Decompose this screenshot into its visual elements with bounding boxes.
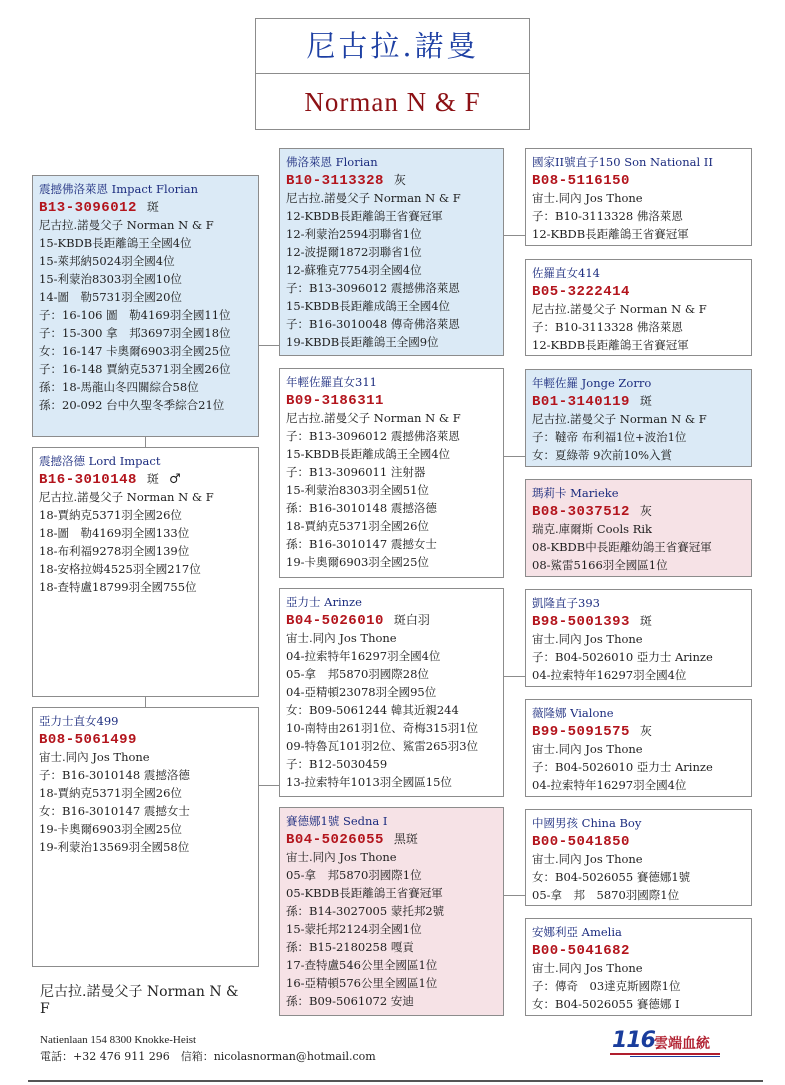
pigeon-name: 震撼佛洛萊恩 Impact Florian (39, 182, 199, 196)
pigeon-name: 薇隆娜 Vialone (532, 706, 614, 720)
pedigree-box-subject (32, 447, 259, 697)
info-line: 13-拉索特年1013羽全國區15位 (286, 775, 452, 789)
info-line: 04-拉索特年16297羽全國4位 (532, 778, 687, 792)
info-line: 18-查特盧18799羽全國755位 (39, 580, 197, 594)
feather-color: 斑 (146, 472, 159, 486)
ring-line (532, 832, 745, 850)
pedigree-box-dsd (525, 699, 752, 797)
info-line: 05-拿 邦5870羽國際1位 (286, 868, 422, 882)
ring-number: B13-3096012 (39, 200, 137, 216)
info-line: 18-賈納克5371羽全國26位 (39, 508, 182, 522)
info-line: 15-KBDB長距離鴿王全國4位 (39, 236, 192, 250)
info-line: 18-賈納克5371羽全國26位 (39, 786, 182, 800)
info-line: 子：B16-3010148 震撼洛德 (39, 768, 190, 782)
info-line: 05-拿 邦5870羽國際28位 (286, 667, 429, 681)
ring-line (286, 611, 497, 629)
ring-line (39, 730, 252, 748)
pigeon-name: 亞力士直女499 (39, 714, 119, 728)
info-line: 04-拉索特年16297羽全國4位 (286, 649, 441, 663)
ring-number: B08-3037512 (532, 504, 630, 520)
info-line: 宙士.同內 Jos Thone (286, 850, 397, 864)
info-line: 子：B10-3113328 佛洛萊恩 (532, 209, 683, 223)
connector-subject-dam (145, 697, 146, 707)
info-line: 09-特魯瓦101羽2位、鯊雷265羽3位 (286, 739, 479, 753)
ring-number: B98-5001393 (532, 614, 630, 630)
pigeon-name: 凱隆直子393 (532, 596, 600, 610)
info-line: 尼古拉.諾曼父子 Norman N & F (286, 411, 461, 425)
info-line: 子：B13-3096011 注射器 (286, 465, 426, 479)
ring-line (532, 171, 745, 189)
info-line: 女：B16-3010147 震撼女士 (39, 804, 190, 818)
ring-number: B08-5061499 (39, 732, 137, 748)
pigeon-name: 佛洛萊恩 Florian (286, 155, 378, 169)
male-sex-icon: ♂ (168, 472, 181, 487)
info-line: 18-賈納克5371羽全國26位 (286, 519, 429, 533)
pedigree-box-dds (525, 809, 752, 906)
info-line: 18-安格拉姆4525羽全國217位 (39, 562, 201, 576)
pedigree-box-dss (525, 589, 752, 687)
info-line: 尼古拉.諾曼父子 Norman N & F (286, 191, 461, 205)
info-line: 15-蒙托邦2124羽全國1位 (286, 922, 422, 936)
info-line: 19-卡奧爾6903羽全國25位 (286, 555, 429, 569)
logo-underline (610, 1053, 720, 1055)
info-line: 18-圖 勒4169羽全國133位 (39, 526, 190, 540)
ring-line (286, 171, 497, 189)
info-line: 孫：B14-3027005 蒙托邦2號 (286, 904, 445, 918)
info-line: 05-KBDB長距離鴿王省賽冠軍 (286, 886, 443, 900)
ring-line (532, 392, 745, 410)
ring-number: B10-3113328 (286, 173, 384, 189)
pedigree-box-ssd (525, 259, 752, 356)
pigeon-name: 中國男孩 China Boy (532, 816, 642, 830)
info-line: 子：傳奇 03達克斯國際1位 (532, 979, 681, 993)
ring-line (532, 722, 745, 740)
info-line: 宙士.同內 Jos Thone (532, 632, 643, 646)
info-line: 15-利蒙治8303羽全國10位 (39, 272, 182, 286)
info-line: 04-拉索特年16297羽全國4位 (532, 668, 687, 682)
pigeon-name: 賽德娜1號 Sedna I (286, 814, 388, 828)
ring-line (286, 391, 497, 409)
info-line: 孫：B16-3010147 震撼女士 (286, 537, 437, 551)
info-line: 子：B16-3010048 傳奇佛洛萊恩 (286, 317, 460, 331)
info-line: 子：B13-3096012 震撼佛洛萊恩 (286, 429, 460, 443)
info-line: 19-卡奧爾6903羽全國25位 (39, 822, 182, 836)
info-line: 孫：B15-2180258 嘎貢 (286, 940, 414, 954)
pigeon-name: 佐羅直女414 (532, 266, 600, 280)
pedigree-box-dam-dam (279, 807, 504, 1016)
info-line: 子：B04-5026010 亞力士 Arinze (532, 760, 713, 774)
ring-number: B04-5026055 (286, 832, 384, 848)
logo-number: 116 (612, 1028, 655, 1053)
info-line: 子：16-148 賈納克5371羽全國26位 (39, 362, 231, 376)
owner-contact: 電話：+32 476 911 296 信箱：nicolasnorman@hotmail.com (40, 1050, 376, 1063)
feather-color: 斑白羽 (393, 613, 430, 627)
pedigree-box-sds (525, 369, 752, 467)
ring-line (39, 470, 252, 488)
ring-number: B01-3140119 (532, 394, 630, 410)
ring-number: B00-5041850 (532, 834, 630, 850)
info-line: 04-亞精頓23078羽全國95位 (286, 685, 437, 699)
connector-ss-parents (504, 235, 525, 236)
info-line: 15-利蒙治8303羽全國51位 (286, 483, 429, 497)
feather-color: 斑 (639, 394, 652, 408)
info-line: 12-KBDB長距離鴿王省賽冠軍 (532, 227, 689, 241)
info-line: 08-KBDB中長距離幼鴿王省賽冠軍 (532, 540, 712, 554)
pigeon-name: 震撼洛德 Lord Impact (39, 454, 161, 468)
header-title-english: Norman N & F (304, 87, 481, 117)
pedigree-box-sss (525, 148, 752, 246)
ring-line (532, 612, 745, 630)
ring-number: B99-5091575 (532, 724, 630, 740)
pedigree-box-dam (32, 707, 259, 967)
info-line: 女：16-147 卡奧爾6903羽全國25位 (39, 344, 231, 358)
info-line: 宙士.同內 Jos Thone (532, 191, 643, 205)
pedigree-box-dam-sire (279, 588, 504, 797)
info-line: 子：16-106 圖 勒4169羽全國11位 (39, 308, 231, 322)
info-line: 尼古拉.諾曼父子 Norman N & F (532, 302, 707, 316)
pigeon-name: 瑪莉卡 Marieke (532, 486, 619, 500)
info-line: 尼古拉.諾曼父子 Norman N & F (39, 218, 214, 232)
info-line: 子：B12-5030459 (286, 757, 388, 771)
ring-line (39, 198, 252, 216)
info-line: 宙士.同內 Jos Thone (532, 742, 643, 756)
logo-underline-accent (630, 1056, 720, 1057)
info-line: 12-利蒙治2594羽聯省1位 (286, 227, 422, 241)
footer-divider (28, 1080, 763, 1082)
info-line: 15-萊邦納5024羽全國4位 (39, 254, 175, 268)
ring-number: B05-3222414 (532, 284, 630, 300)
info-line: 子：15-300 拿 邦3697羽全國18位 (39, 326, 231, 340)
connector-dam-parents (259, 785, 279, 786)
info-line: 宙士.同內 Jos Thone (532, 961, 643, 975)
info-line: 19-KBDB長距離鴿王全國9位 (286, 335, 439, 349)
info-line: 孫：B16-3010148 震撼洛德 (286, 501, 437, 515)
info-line: 女：夏綠蒂 9次前10%入賞 (532, 448, 673, 462)
feather-color: 灰 (639, 724, 652, 738)
pedigree-box-sire-dam (279, 368, 504, 578)
info-line: 14-圖 勒5731羽全國20位 (39, 290, 182, 304)
pigeon-name: 安娜利亞 Amelia (532, 925, 622, 939)
info-line: 女：B04-5026055 賽德娜 I (532, 997, 680, 1011)
info-line: 尼古拉.諾曼父子 Norman N & F (532, 412, 707, 426)
info-line: 19-利蒙治13569羽全國58位 (39, 840, 190, 854)
info-line: 15-KBDB長距離成鴿王全國4位 (286, 447, 451, 461)
header-title-chinese: 尼古拉.諾曼 (256, 19, 529, 74)
info-line: 女：B04-5026055 賽德娜1號 (532, 870, 691, 884)
ring-line (286, 830, 497, 848)
ring-line (532, 282, 745, 300)
pedigree-box-sire-sire (279, 148, 504, 356)
info-line: 12-KBDB長距離鴿王省賽冠軍 (286, 209, 443, 223)
ring-number: B00-5041682 (532, 943, 630, 959)
feather-color: 黑斑 (393, 832, 418, 846)
info-line: 子：B10-3113328 佛洛萊恩 (532, 320, 683, 334)
pedigree-box-sdd (525, 479, 752, 577)
feather-color: 斑 (146, 200, 159, 214)
ring-line (532, 502, 745, 520)
pigeon-name: 年輕佐羅 Jonge Zorro (532, 376, 652, 390)
info-line: 尼古拉.諾曼父子 Norman N & F (39, 490, 214, 504)
info-line: 孫：20-092 台中久聖冬季綜合21位 (39, 398, 225, 412)
pedigree-header (255, 18, 530, 130)
info-line: 女：B09-5061244 韓其近親244 (286, 703, 459, 717)
info-line: 12-波提爾1872羽聯省1位 (286, 245, 422, 259)
info-line: 08-鯊雷5166羽全國區1位 (532, 558, 668, 572)
pigeon-name: 亞力士 Arinze (286, 595, 362, 609)
info-line: 15-KBDB長距離成鴿王全國4位 (286, 299, 451, 313)
connector-subject-sire (145, 437, 146, 447)
info-line: 17-查特盧546公里全國區1位 (286, 958, 438, 972)
ring-line (532, 941, 745, 959)
logo-text: 雲端血統 (654, 1036, 710, 1052)
feather-color: 斑 (639, 614, 652, 628)
pigeon-name: 國家II號直子150 Son National II (532, 155, 713, 169)
ring-number: B04-5026010 (286, 613, 384, 629)
info-line: 05-拿 邦 5870羽國際1位 (532, 888, 680, 902)
info-line: 宙士.同內 Jos Thone (286, 631, 397, 645)
info-line: 孫：18-馬龍山冬四關綜合58位 (39, 380, 199, 394)
info-line: 18-布利福9278羽全國139位 (39, 544, 190, 558)
info-line: 宙士.同內 Jos Thone (39, 750, 150, 764)
owner-name: 尼古拉.諾曼父子 Norman N & F (40, 984, 239, 1017)
info-line: 子：B04-5026010 亞力士 Arinze (532, 650, 713, 664)
owner-address: Natienlaan 154 8300 Knokke-Heist (40, 1034, 197, 1046)
info-line: 子：韃帝 布利福1位+波治1位 (532, 430, 687, 444)
info-line: 16-亞精頓576公里全國區1位 (286, 976, 438, 990)
ring-number: B08-5116150 (532, 173, 630, 189)
pedigree-box-ddd (525, 918, 752, 1016)
connector-ds-parents (504, 676, 525, 677)
connector-dd-parents (504, 895, 525, 896)
feather-color: 灰 (639, 504, 652, 518)
pedigree-box-sire (32, 175, 259, 437)
ring-number: B16-3010148 (39, 472, 137, 488)
pigeon-name: 年輕佐羅直女311 (286, 375, 377, 389)
info-line: 瑞克.庫爾斯 Cools Rik (532, 522, 652, 536)
connector-sire-parents (259, 345, 279, 346)
info-line: 孫：B09-5061072 安迪 (286, 994, 414, 1008)
info-line: 12-蘇雅克7754羽全國4位 (286, 263, 422, 277)
ring-number: B09-3186311 (286, 393, 384, 409)
info-line: 10-南特由261羽1位、奇梅315羽1位 (286, 721, 479, 735)
info-line: 12-KBDB長距離鴿王省賽冠軍 (532, 338, 689, 352)
info-line: 宙士.同內 Jos Thone (532, 852, 643, 866)
feather-color: 灰 (393, 173, 406, 187)
connector-sd-parents (504, 456, 525, 457)
cloud-pedigree-logo (610, 1028, 725, 1058)
info-line: 子：B13-3096012 震撼佛洛萊恩 (286, 281, 460, 295)
